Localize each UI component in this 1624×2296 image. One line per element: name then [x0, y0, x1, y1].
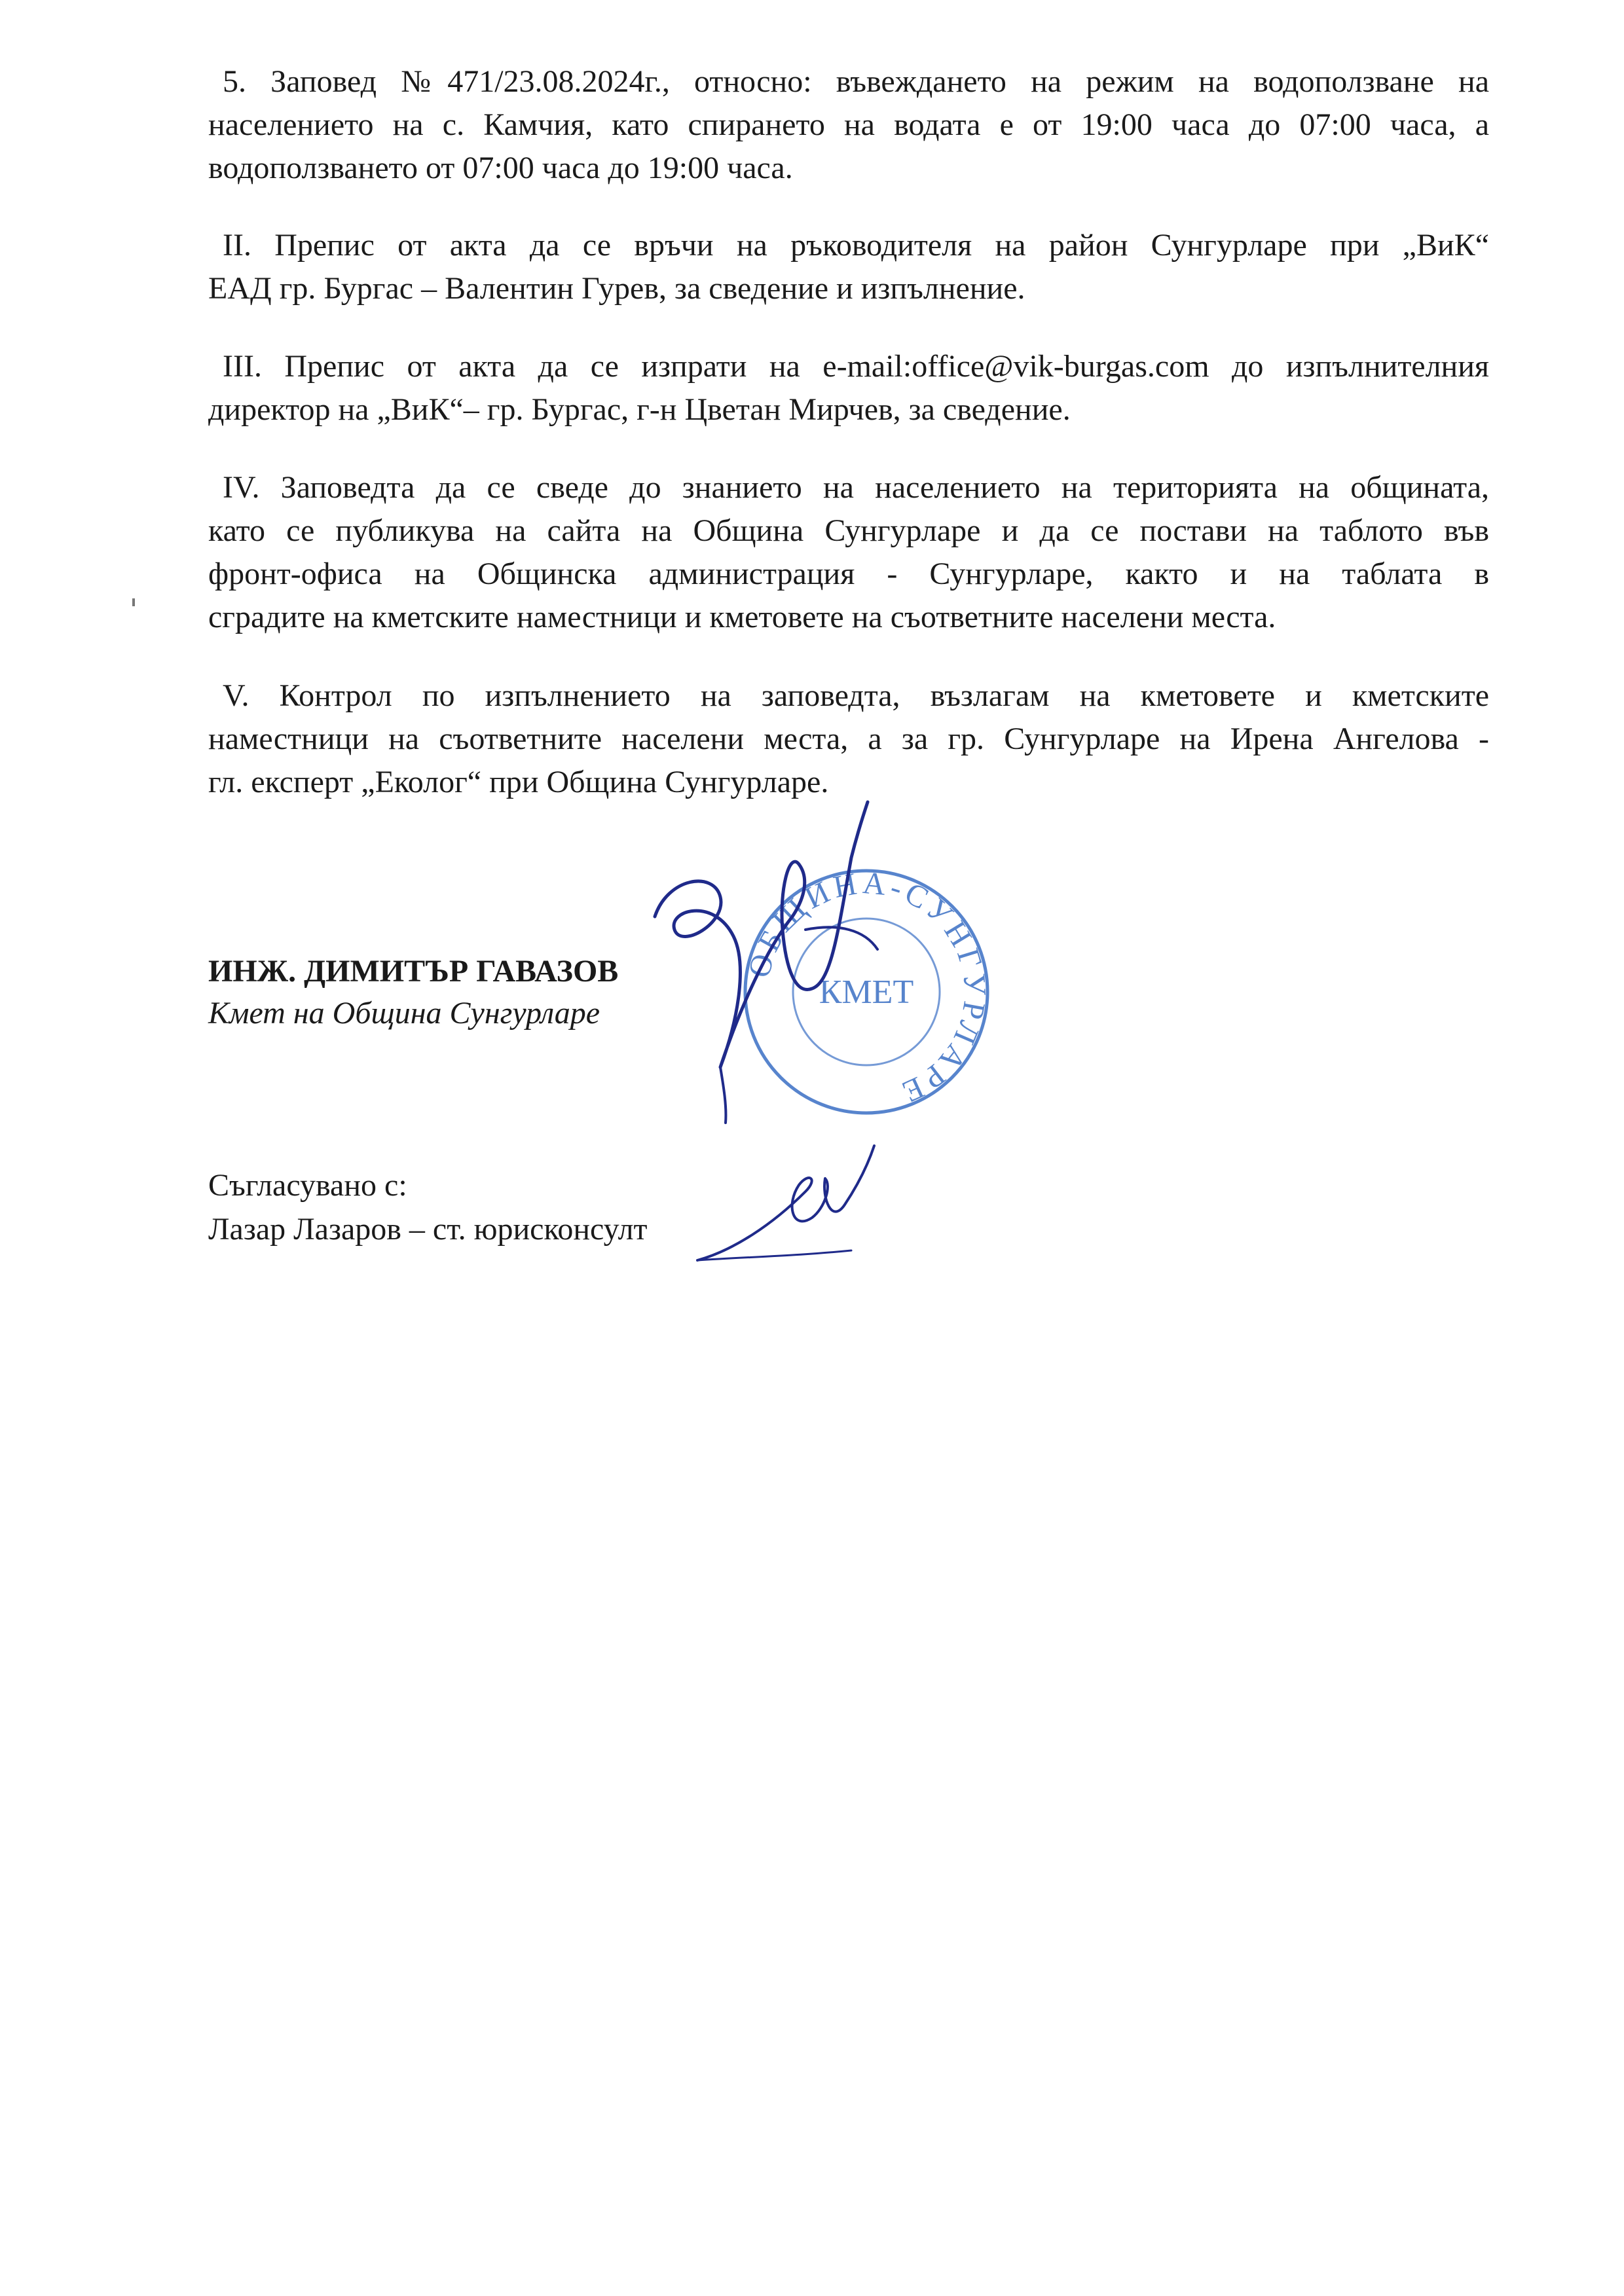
signature-mayor-icon	[642, 799, 917, 1126]
paragraph-section-4	[208, 466, 1489, 639]
signer-name: ИНЖ. ДИМИТЪР ГАВАЗОВ	[208, 954, 619, 989]
text-line: IV. Заповедта да се сведе до знанието на населението на територията на общината,	[223, 470, 1489, 505]
stamp-center-text: КМЕТ	[819, 974, 914, 1011]
paragraph-section-2	[208, 224, 1489, 310]
text-line: директор на „ВиК“– гр. Бургас, г-н Цветан Мирчев, за сведение.	[208, 392, 1071, 427]
text-line: II. Препис от акта да се връчи на ръководителя на район Сунгурларе при „ВиК“	[223, 228, 1489, 263]
text-line: фронт-офиса на Общинска администрация - Сунгурларе, както и на таблата в	[208, 556, 1489, 591]
text-line: водоползването от 07:00 часа до 19:00 часа.	[208, 151, 793, 185]
signer-title: Кмет на Община Сунгурларе	[208, 996, 600, 1030]
paragraph-section-3	[208, 345, 1489, 431]
text-line: III. Препис от акта да се изпрати на e-mail:office@vik-burgas.com до изпълнителния	[223, 349, 1489, 384]
paragraph-section-5	[208, 674, 1489, 804]
text-line: V. Контрол по изпълнението на заповедта, възлагам на кметовете и кметските	[223, 678, 1489, 713]
text-line: 5. Заповед №471/23.08.2024г., относно: въвеждането на режим на водоползване на	[223, 64, 1489, 99]
margin-mark	[132, 598, 135, 606]
text-line: наместници на съответните населени места, а за гр. Сунгурларе на Ирена Ангелова -	[208, 721, 1489, 756]
stamp-ring-text: ОБЩИНА-СУНГУРЛАРЕ	[741, 865, 993, 1111]
text-line: гл. експерт „Еколог“ при Община Сунгурларе.	[208, 765, 829, 799]
agreed-person: Лазар Лазаров – ст. юрисконсулт	[208, 1212, 648, 1247]
text-line: сградите на кметските наместници и кметовете на съответните населени места.	[208, 600, 1276, 634]
text-line: ЕАД гр. Бургас – Валентин Гурев, за сведение и изпълнение.	[208, 271, 1025, 306]
text-line: населението на с. Камчия, като спирането на водата е от 19:00 часа до 07:00 часа, а	[208, 107, 1489, 142]
agreed-label: Съгласувано с:	[208, 1168, 407, 1203]
paragraph-item-5	[208, 60, 1489, 190]
signature-legal-icon	[694, 1139, 891, 1270]
text-line: като се публикува на сайта на Община Сунгурларе и да се постави на таблото във	[208, 513, 1489, 548]
